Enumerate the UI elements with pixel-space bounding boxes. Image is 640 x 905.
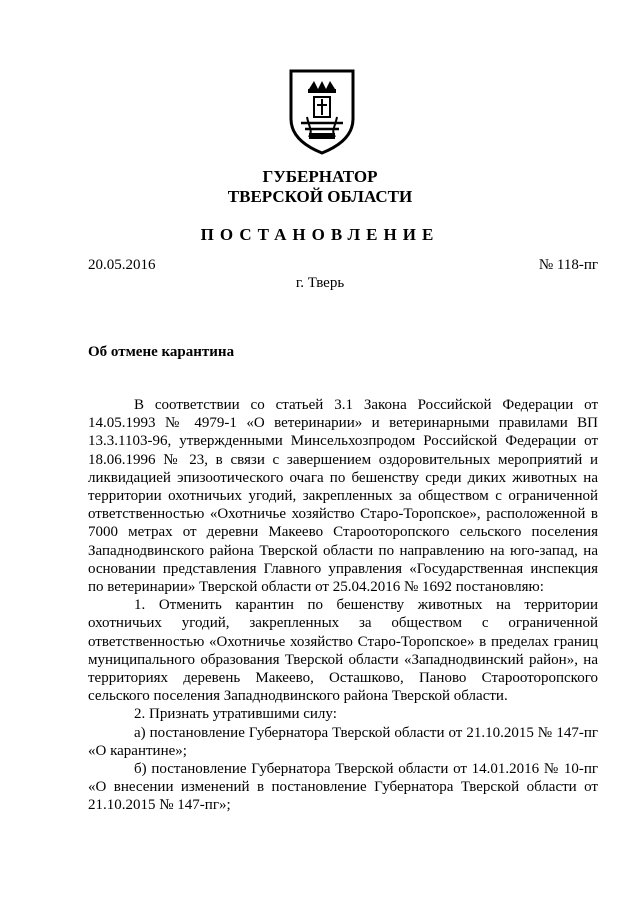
document-number: № 118-пг bbox=[538, 257, 598, 273]
issuer-title-line-2: ТВЕРСКОЙ ОБЛАСТИ bbox=[227, 187, 413, 206]
document-type-heading: ПОСТАНОВЛЕНИЕ bbox=[200, 225, 440, 244]
document-subject: Об отмене карантина bbox=[88, 344, 235, 360]
body-paragraph-item-2a: а) постановление Губернатора Тверской области от 21.10.2015 № 147-пг «О карантине»; bbox=[88, 724, 598, 759]
body-paragraph-preamble: В соответствии со статьей 3.1 Закона Российской Федерации от 14.05.1993 № 4979-1 «О ветеринарии» и ветеринарными правилами ВП 13.3.1103-96, утвержденными Минсельхозпродом Российской Федерации от 18.06.1996 № 23, в связи с завершением оздоровительных мероприятий и ликвидацией эпизоотического очага по бешенству среди диких животных на территории охотничьих угодий, закрепленных за обществом с ограниченной ответственностью «Охотничье хозяйство Старо-Торопское», расположенной в 7000 метрах от деревни Макеево Старооторопского сельского поселения Западнодвинского района Тверской области по направлению на юго-запад, на основании представления Главного управления «Государственная инспекция по ветеринарии» Тверской области от 25.04.2016 № 1692 постановляю: bbox=[88, 397, 598, 596]
document-city: г. Тверь bbox=[295, 275, 345, 291]
document-date: 20.05.2016 bbox=[88, 257, 156, 273]
document-body bbox=[88, 396, 598, 815]
body-paragraph-item-2: 2. Признать утратившими силу: bbox=[134, 706, 337, 723]
coat-of-arms-emblem-icon bbox=[287, 67, 357, 155]
body-paragraph-item-1: 1. Отменить карантин по бешенству животных на территории охотничьих угодий, закрепленных за обществом с ограниченной ответственностью «Охотничье хозяйство Старо-Торопское» в пределах границ муниципального образования Тверской области «Западнодвинский район», на территориях деревень Макеево, Осташково, Паново Старооторопского сельского поселения Западнодвинского района Тверской области. bbox=[88, 597, 598, 705]
body-paragraph-item-2b: б) постановление Губернатора Тверской области от 14.01.2016 № 10-пг «О внесении изменений в постановление Губернатора Тверской области от 21.10.2015 № 147-пг»; bbox=[88, 761, 598, 814]
issuer-title-line-1: ГУБЕРНАТОР bbox=[262, 167, 378, 186]
